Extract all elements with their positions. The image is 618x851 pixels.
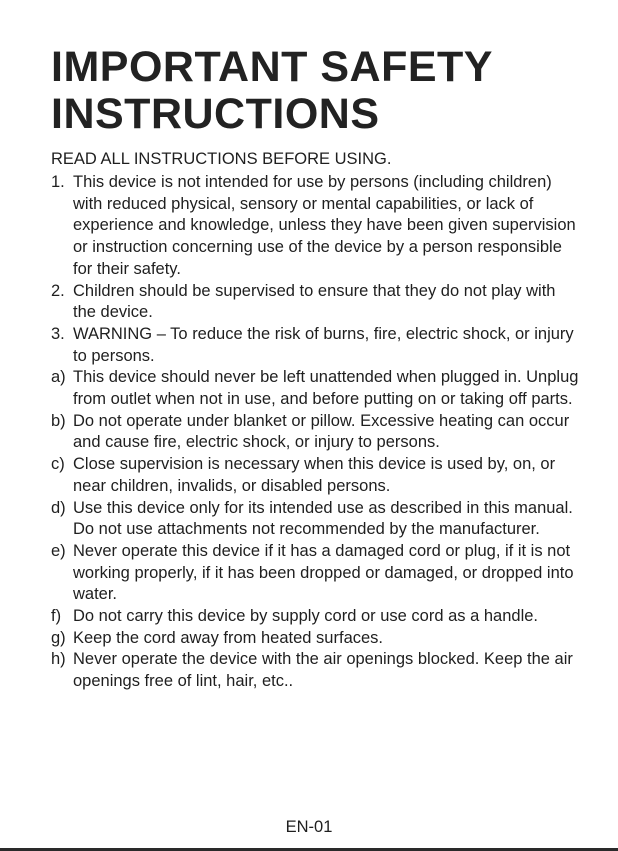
list-item <box>51 367 581 410</box>
item-marker: b) <box>51 411 66 430</box>
list-item <box>51 541 581 606</box>
item-text: This device is not intended for use by persons (including children) with reduced physical, sensory or mental capabilities, or lack of experience and knowledge, unless they have been given supervision or instruction concerning use of the device by a person responsible for their safety. <box>73 173 576 278</box>
page-number: EN-01 <box>285 818 333 836</box>
list-item <box>51 172 581 281</box>
item-text: Never operate this device if it has a damaged cord or plug, if it is not working properly, if it has been dropped or damaged, or dropped into water. <box>73 541 574 604</box>
item-marker: h) <box>51 650 66 669</box>
item-marker: e) <box>51 541 66 560</box>
item-marker: c) <box>51 455 65 474</box>
list-item <box>51 649 581 692</box>
item-marker: d) <box>51 498 66 517</box>
item-text: Use this device only for its intended use as described in this manual. Do not use attachments not recommended by the manufacturer. <box>73 498 573 539</box>
list-item <box>51 411 581 454</box>
item-text: Close supervision is necessary when this device is used by, on, or near children, invalids, or disabled persons. <box>73 455 556 495</box>
item-text: Children should be supervised to ensure that they do not play with the device. <box>73 281 556 322</box>
list-item <box>51 454 581 497</box>
list-item <box>51 606 581 628</box>
item-marker: 2. <box>51 281 65 300</box>
item-marker: g) <box>51 628 66 647</box>
item-marker: 1. <box>51 173 65 191</box>
list-item <box>51 281 581 324</box>
section-subtitle: READ ALL INSTRUCTIONS BEFORE USING. <box>51 150 392 168</box>
item-text: This device should never be left unattended when plugged in. Unplug from outlet when not in use, and before putting on or taking off parts. <box>73 368 579 409</box>
item-text: WARNING – To reduce the risk of burns, fire, electric shock, or injury to persons. <box>73 324 574 365</box>
title-line-2: INSTRUCTIONS <box>51 90 380 138</box>
page-title <box>51 44 493 138</box>
title-line-1: IMPORTANT SAFETY <box>51 43 493 91</box>
item-text: Do not operate under blanket or pillow. Excessive heating can occur and cause fire, electric shock, or injury to persons. <box>73 411 570 452</box>
item-text: Never operate the device with the air openings blocked. Keep the air openings free of lint, hair, etc.. <box>73 650 573 691</box>
item-marker: 3. <box>51 324 65 343</box>
item-marker: a) <box>51 368 66 387</box>
item-text: Keep the cord away from heated surfaces. <box>73 628 384 647</box>
list-item <box>51 628 581 650</box>
list-item <box>51 498 581 541</box>
item-marker: f) <box>51 607 62 626</box>
item-text: Do not carry this device by supply cord or use cord as a handle. <box>73 607 538 626</box>
list-item <box>51 324 581 367</box>
instruction-list <box>51 172 581 693</box>
